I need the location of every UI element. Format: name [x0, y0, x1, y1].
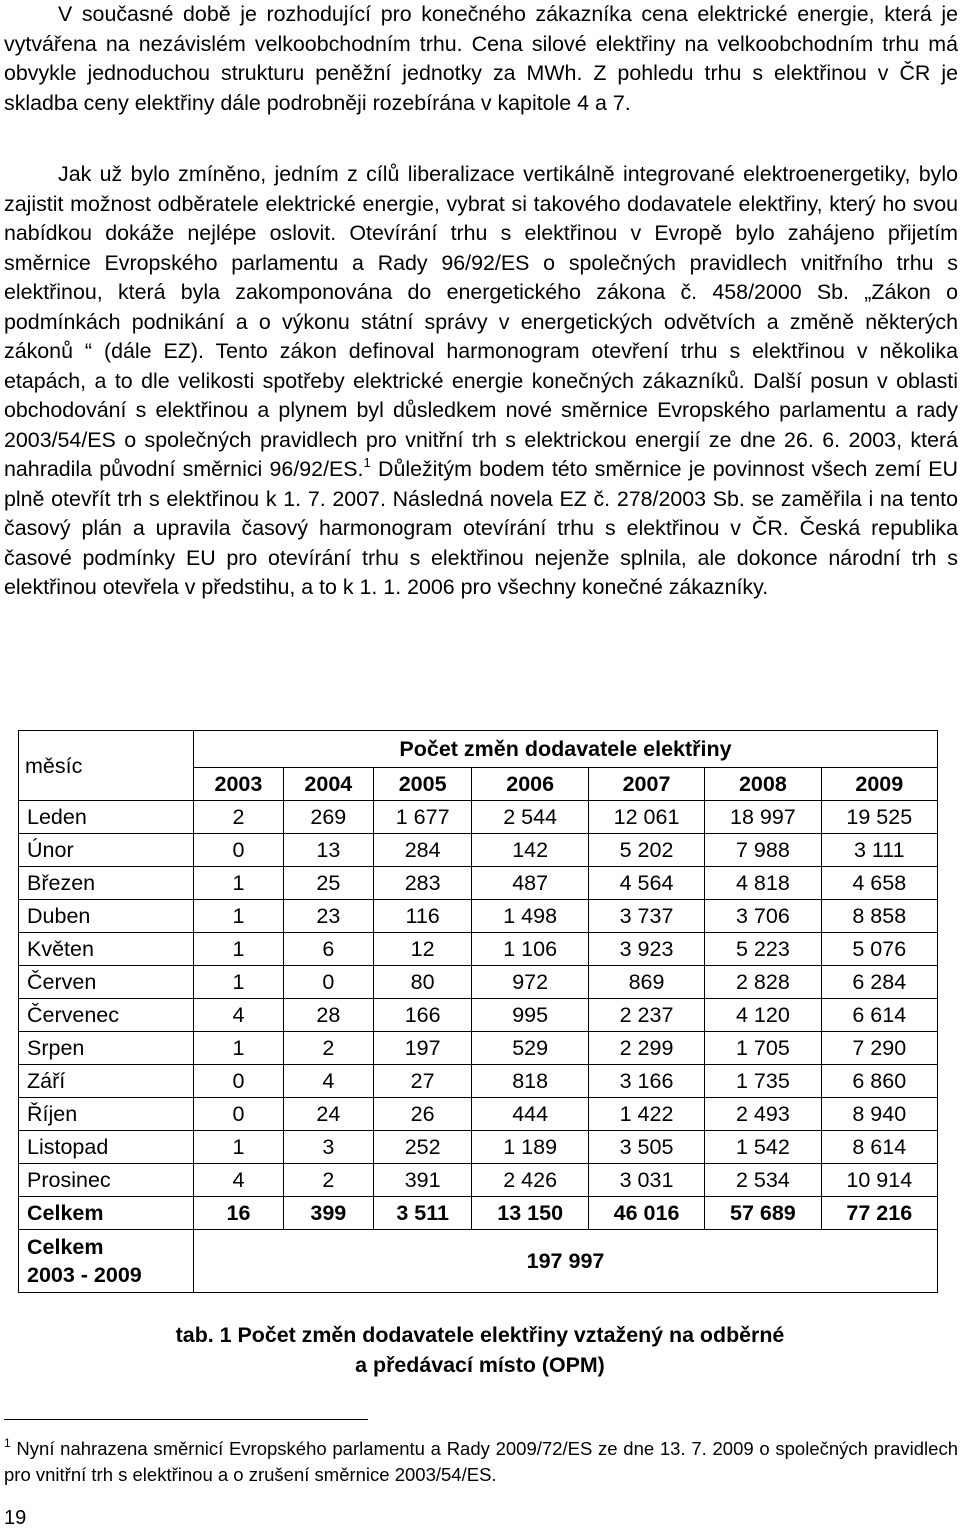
- total-value-cell: 57 689: [705, 1197, 821, 1230]
- value-cell: 4: [283, 1065, 373, 1098]
- total-value-cell: 16: [194, 1197, 284, 1230]
- value-cell: 4 120: [705, 999, 821, 1032]
- total-value-cell: 77 216: [821, 1197, 937, 1230]
- value-cell: 5 223: [705, 933, 821, 966]
- value-cell: 995: [472, 999, 588, 1032]
- table-row: [19, 999, 938, 1032]
- paragraph-intro: V současné době je rozhodující pro konečného zákazníka cena elektrické energie, která je vytvářena na nezávislém velkoobchodním trhu. Cena silové elektřiny na velkoobchodním trhu má obvykle jednoduchou strukturu peněžní jednotky za MWh. Z pohledu trhu s elektřinou v ČR je skladba ceny elektřiny dále podrobněji rozebírána v kapitole 4 a 7.: [4, 2, 958, 115]
- value-cell: 4 658: [821, 867, 937, 900]
- table-row: [19, 900, 938, 933]
- value-cell: 12: [373, 933, 472, 966]
- value-cell: 444: [472, 1098, 588, 1131]
- table-row: [19, 867, 938, 900]
- value-cell: 6 614: [821, 999, 937, 1032]
- value-cell: 1: [194, 933, 284, 966]
- table-row: [19, 1131, 938, 1164]
- month-cell: Červenec: [19, 999, 194, 1032]
- value-cell: 2: [194, 801, 284, 834]
- value-cell: 1 542: [705, 1131, 821, 1164]
- year-header-2007: 2007: [588, 768, 704, 801]
- year-header-2004: 2004: [283, 768, 373, 801]
- value-cell: 3 505: [588, 1131, 704, 1164]
- value-cell: 5 076: [821, 933, 937, 966]
- value-cell: 197: [373, 1032, 472, 1065]
- value-cell: 1 189: [472, 1131, 588, 1164]
- value-cell: 1: [194, 867, 284, 900]
- footnote-reference[interactable]: 1: [363, 455, 371, 470]
- value-cell: 8 614: [821, 1131, 937, 1164]
- value-cell: 7 988: [705, 834, 821, 867]
- total-value-cell: 46 016: [588, 1197, 704, 1230]
- value-cell: 28: [283, 999, 373, 1032]
- month-cell: Květen: [19, 933, 194, 966]
- value-cell: 869: [588, 966, 704, 999]
- value-cell: 1: [194, 966, 284, 999]
- value-cell: 3 706: [705, 900, 821, 933]
- value-cell: 4: [194, 1164, 284, 1197]
- value-cell: 0: [194, 1098, 284, 1131]
- value-cell: 116: [373, 900, 472, 933]
- month-cell: Leden: [19, 801, 194, 834]
- value-cell: 1 106: [472, 933, 588, 966]
- value-cell: 4 818: [705, 867, 821, 900]
- value-cell: 3 166: [588, 1065, 704, 1098]
- month-cell: Září: [19, 1065, 194, 1098]
- page-number: 19: [4, 1507, 27, 1529]
- value-cell: 818: [472, 1065, 588, 1098]
- group-column-header: Počet změn dodavatele elektřiny: [194, 731, 938, 768]
- year-header-2008: 2008: [705, 768, 821, 801]
- month-column-header: měsíc: [19, 731, 194, 801]
- month-cell: Prosinec: [19, 1164, 194, 1197]
- value-cell: 2: [283, 1032, 373, 1065]
- value-cell: 1: [194, 1032, 284, 1065]
- footnote-number: 1: [4, 1436, 11, 1450]
- grand-total-label-line1: Celkem: [27, 1235, 104, 1259]
- table-row: [19, 1065, 938, 1098]
- value-cell: 24: [283, 1098, 373, 1131]
- month-cell: Listopad: [19, 1131, 194, 1164]
- year-header-2009: 2009: [821, 768, 937, 801]
- table-caption-line2: a předávací místo (OPM): [355, 1353, 605, 1377]
- value-cell: 391: [373, 1164, 472, 1197]
- footnote-separator: [4, 1419, 368, 1420]
- value-cell: 1 705: [705, 1032, 821, 1065]
- value-cell: 19 525: [821, 801, 937, 834]
- value-cell: 166: [373, 999, 472, 1032]
- value-cell: 7 290: [821, 1032, 937, 1065]
- total-value-cell: 399: [283, 1197, 373, 1230]
- value-cell: 18 997: [705, 801, 821, 834]
- grand-total-value: 197 997: [194, 1230, 938, 1293]
- table-row: [19, 1164, 938, 1197]
- total-label: Celkem: [19, 1197, 194, 1230]
- value-cell: 3 031: [588, 1164, 704, 1197]
- value-cell: 10 914: [821, 1164, 937, 1197]
- value-cell: 2 299: [588, 1032, 704, 1065]
- value-cell: 283: [373, 867, 472, 900]
- value-cell: 4 564: [588, 867, 704, 900]
- month-cell: Březen: [19, 867, 194, 900]
- table-row: [19, 1032, 938, 1065]
- value-cell: 252: [373, 1131, 472, 1164]
- value-cell: 1 498: [472, 900, 588, 933]
- value-cell: 284: [373, 834, 472, 867]
- table-caption-line1: tab. 1 Počet změn dodavatele elektřiny vztažený na odběrné: [175, 1323, 785, 1347]
- value-cell: 269: [283, 801, 373, 834]
- month-cell: Duben: [19, 900, 194, 933]
- month-cell: Červen: [19, 966, 194, 999]
- value-cell: 1 735: [705, 1065, 821, 1098]
- value-cell: 12 061: [588, 801, 704, 834]
- value-cell: 4: [194, 999, 284, 1032]
- value-cell: 529: [472, 1032, 588, 1065]
- table-header-row: [19, 731, 938, 768]
- value-cell: 5 202: [588, 834, 704, 867]
- value-cell: 2 544: [472, 801, 588, 834]
- value-cell: 2 534: [705, 1164, 821, 1197]
- total-row: [19, 1197, 938, 1230]
- value-cell: 1 677: [373, 801, 472, 834]
- month-cell: Říjen: [19, 1098, 194, 1131]
- total-value-cell: 13 150: [472, 1197, 588, 1230]
- value-cell: 13: [283, 834, 373, 867]
- value-cell: 1: [194, 1131, 284, 1164]
- value-cell: 27: [373, 1065, 472, 1098]
- value-cell: 2 493: [705, 1098, 821, 1131]
- value-cell: 2 426: [472, 1164, 588, 1197]
- value-cell: 0: [194, 834, 284, 867]
- value-cell: 1 422: [588, 1098, 704, 1131]
- value-cell: 2: [283, 1164, 373, 1197]
- value-cell: 8 858: [821, 900, 937, 933]
- value-cell: 0: [194, 1065, 284, 1098]
- month-cell: Únor: [19, 834, 194, 867]
- year-header-2003: 2003: [194, 768, 284, 801]
- paragraph-liberalization-part1: Jak už bylo zmíněno, jedním z cílů liberalizace vertikálně integrované elektroenergetiky, bylo zajistit možnost odběratele elektrické energie, vybrat si takového dodavatele elektřiny, který ho svou nabídkou dokáže nejlépe oslovit. Otevírání trhu s elektřinou v Evropě bylo zahájeno přijetím směrnice Evropského parlamentu a Rady 96/92/ES o společných pravidlech vnitřního trhu s elektřinou, která byla zakomponována do energetického zákona č. 458/2000 Sb. „Zákon o podmínkách podnikání a o výkonu státní správy v energetických odvětvích a změně některých zákonů “ (dále EZ). Tento zákon definoval harmonogram otevření trhu s elektřinou v několika etapách, a to dle velikosti spotřeby elektrické energie konečných zákazníků. Další posun v oblasti obchodování s elektřinou a plynem byl důsledkem nové směrnice Evropského parlamentu a rady 2003/54/ES o společných pravidlech pro vnitřní trh s elektrickou energií ze dne 26. 6. 2003, která nahradila původní směrnici 96/92/ES.: [4, 162, 958, 481]
- value-cell: 2 237: [588, 999, 704, 1032]
- paragraph-liberalization-part2: Důležitým bodem této směrnice je povinnost všech zemí EU plně otevřít trh s elektřinou k 1. 7. 2007. Následná novela EZ č. 278/2003 Sb. se zaměřila i na tento časový plán a upravila časový harmonogram otevírání trhu s elektřinou v ČR. Česká republika časové podmínky EU pro otevírání trhu s elektřinou nejenže splnila, ale dokonce národní trh s elektřinou otevřela v předstihu, a to k 1. 1. 2006 pro všechny konečné zákazníky.: [4, 457, 958, 599]
- table-row: [19, 834, 938, 867]
- year-header-2005: 2005: [373, 768, 472, 801]
- table-caption: [0, 1320, 960, 1380]
- value-cell: 3 923: [588, 933, 704, 966]
- value-cell: 0: [283, 966, 373, 999]
- value-cell: 23: [283, 900, 373, 933]
- grand-total-label-line2: 2003 - 2009: [27, 1263, 142, 1287]
- value-cell: 6 860: [821, 1065, 937, 1098]
- table-row: [19, 1098, 938, 1131]
- value-cell: 25: [283, 867, 373, 900]
- table-row: [19, 801, 938, 834]
- value-cell: 6: [283, 933, 373, 966]
- grand-total-label: [19, 1230, 194, 1293]
- table-row: [19, 966, 938, 999]
- value-cell: 3 111: [821, 834, 937, 867]
- total-value-cell: 3 511: [373, 1197, 472, 1230]
- value-cell: 1: [194, 900, 284, 933]
- year-header-2006: 2006: [472, 768, 588, 801]
- value-cell: 487: [472, 867, 588, 900]
- value-cell: 8 940: [821, 1098, 937, 1131]
- month-cell: Srpen: [19, 1032, 194, 1065]
- grand-total-row: [19, 1230, 938, 1293]
- value-cell: 26: [373, 1098, 472, 1131]
- supplier-changes-table: [18, 730, 938, 1293]
- value-cell: 3 737: [588, 900, 704, 933]
- footnote: [4, 1436, 958, 1488]
- footnote-text: Nyní nahrazena směrnicí Evropského parlamentu a Rady 2009/72/ES ze dne 13. 7. 2009 o společných pravidlech pro vnitřní trh s elektřinou a o zrušení směrnice 2003/54/ES.: [4, 1438, 958, 1485]
- value-cell: 6 284: [821, 966, 937, 999]
- value-cell: 142: [472, 834, 588, 867]
- value-cell: 972: [472, 966, 588, 999]
- paragraph-liberalization: [4, 160, 958, 603]
- value-cell: 2 828: [705, 966, 821, 999]
- value-cell: 3: [283, 1131, 373, 1164]
- value-cell: 80: [373, 966, 472, 999]
- table-row: [19, 933, 938, 966]
